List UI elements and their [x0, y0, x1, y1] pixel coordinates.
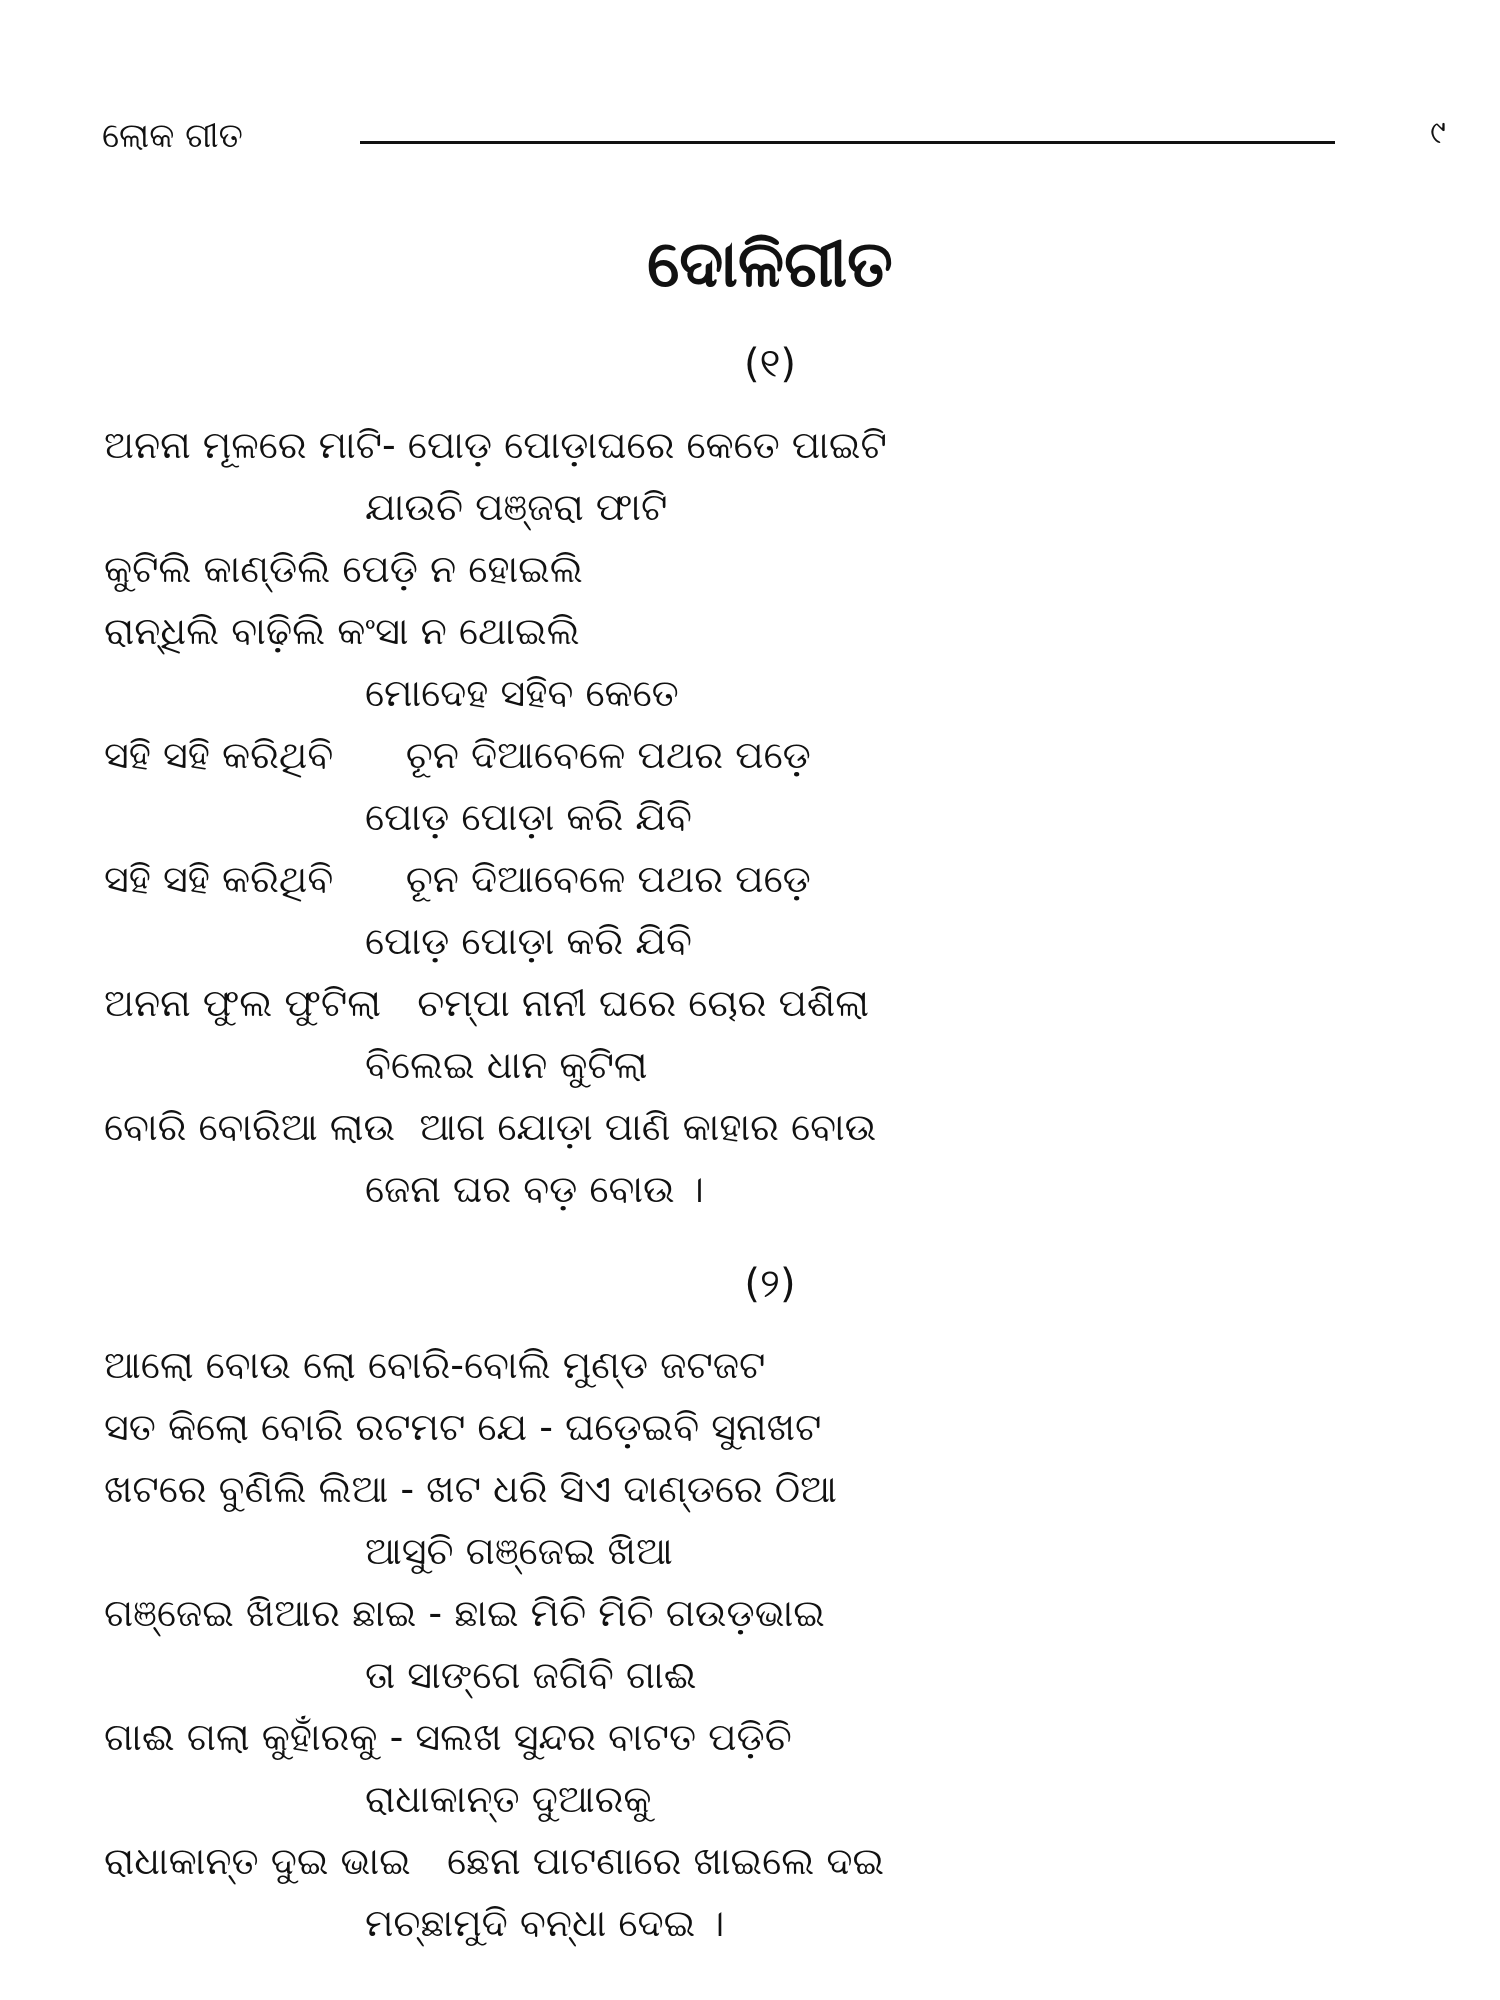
verse-line: ଅନନା ଫୁଲ ଫୁଟିଲା ଚମ୍ପା ନାନୀ ଘରେ ଚୋର ପଶିଲା: [104, 981, 869, 1025]
verse-line: ଯାଉଚି ପଞ୍ଜରା ଫାଟି: [365, 485, 668, 529]
verse-line: କୁଟିଲି କାଣ୍ଡିଲି ପେଡ଼ି ନ ହୋଇଲି: [104, 547, 583, 591]
verse-line: ମୋଦେହ ସହିବ କେତେ: [365, 671, 679, 715]
poem-section-1: [0, 414, 1500, 1220]
verse-line: ଜେନା ଘର ବଡ଼ ବୋଉ ।: [365, 1167, 704, 1211]
section-label-1: (୧): [743, 341, 797, 387]
verse-line: ମଚ୍ଛାମୁଦି ବନ୍ଧା ଦେଇ ।: [365, 1901, 725, 1945]
verse-line: ଆଲୋ ବୋଉ ଲୋ ବୋରି-ବୋଲି ମୁଣ୍ଡ ଜଟଜଟ: [104, 1343, 766, 1387]
verse-line: ସତ କିଲୋ ବୋରି ରଟମଟ ଯେ - ଘଡ଼େଇବି ସୁନାଖଟ: [104, 1405, 822, 1449]
section-label-2: (୨): [744, 1261, 796, 1307]
verse-line: ଆସୁଚି ଗଞ୍ଜେଇ ଖିଆ: [365, 1529, 673, 1573]
verse-line: ରାନ୍ଧିଲି ବାଢ଼ିଲି କଂସା ନ ଥୋଇଲି: [104, 609, 580, 653]
verse-line: ବୋରି ବୋରିଆ ଲାଉ ଆଗ ଯୋଡ଼ା ପାଣି କାହାର ବୋଉ: [104, 1105, 877, 1149]
verse-line: ଅନନା ମୂଳରେ ମାଟି- ପୋଡ଼ ପୋଡ଼ାଘରେ କେତେ ପାଇଟି: [104, 423, 887, 467]
poem-section-2: [0, 1334, 1500, 1954]
verse-line: ବିଲେଇ ଧାନ କୁଟିଲା: [365, 1043, 648, 1087]
verse-line: ଗଞ୍ଜେଇ ଖିଆର ଛାଇ - ଛାଇ ମିଚି ମିଚି ଗଉଡ଼ଭାଇ: [104, 1591, 825, 1635]
page-title: ଦୋଳିଗୀତ: [647, 228, 893, 302]
verse-line: ସହି ସହି କରିଥିବି ଚୂନ ଦିଆବେଳେ ପଥର ପଡ଼େ: [104, 733, 811, 777]
running-title: ଲୋକ ଗୀତ: [102, 116, 243, 156]
page-number: ୯: [1430, 113, 1446, 151]
verse-line: ତା ସାଙ୍ଗେ ଜଗିବି ଗାଈ: [365, 1653, 697, 1697]
verse-line: ରାଧାକାନ୍ତ ଦୁଇ ଭାଇ ଛେନା ପାଟଣାରେ ଖାଇଲେ ଦଇ: [104, 1839, 885, 1883]
verse-line: ସହି ସହି କରିଥିବି ଚୂନ ଦିଆବେଳେ ପଥର ପଡ଼େ: [104, 857, 811, 901]
verse-line: ପୋଡ଼ ପୋଡ଼ା କରି ଯିବି: [365, 919, 692, 963]
verse-line: ଗାଈ ଗଲା କୁହାଁରକୁ - ସଲଖ ସୁନ୍ଦର ବାଟତ ପଡ଼ିଚି: [104, 1715, 792, 1759]
header-rule: [360, 141, 1335, 144]
verse-line: ରାଧାକାନ୍ତ ଦୁଆରକୁ: [365, 1777, 652, 1821]
verse-line: ଖଟରେ ବୁଣିଲି ଲିଆ - ଖଟ ଧରି ସିଏ ଦାଣ୍ଡରେ ଠିଆ: [104, 1467, 837, 1511]
verse-line: ପୋଡ଼ ପୋଡ଼ା କରି ଯିବି: [365, 795, 692, 839]
